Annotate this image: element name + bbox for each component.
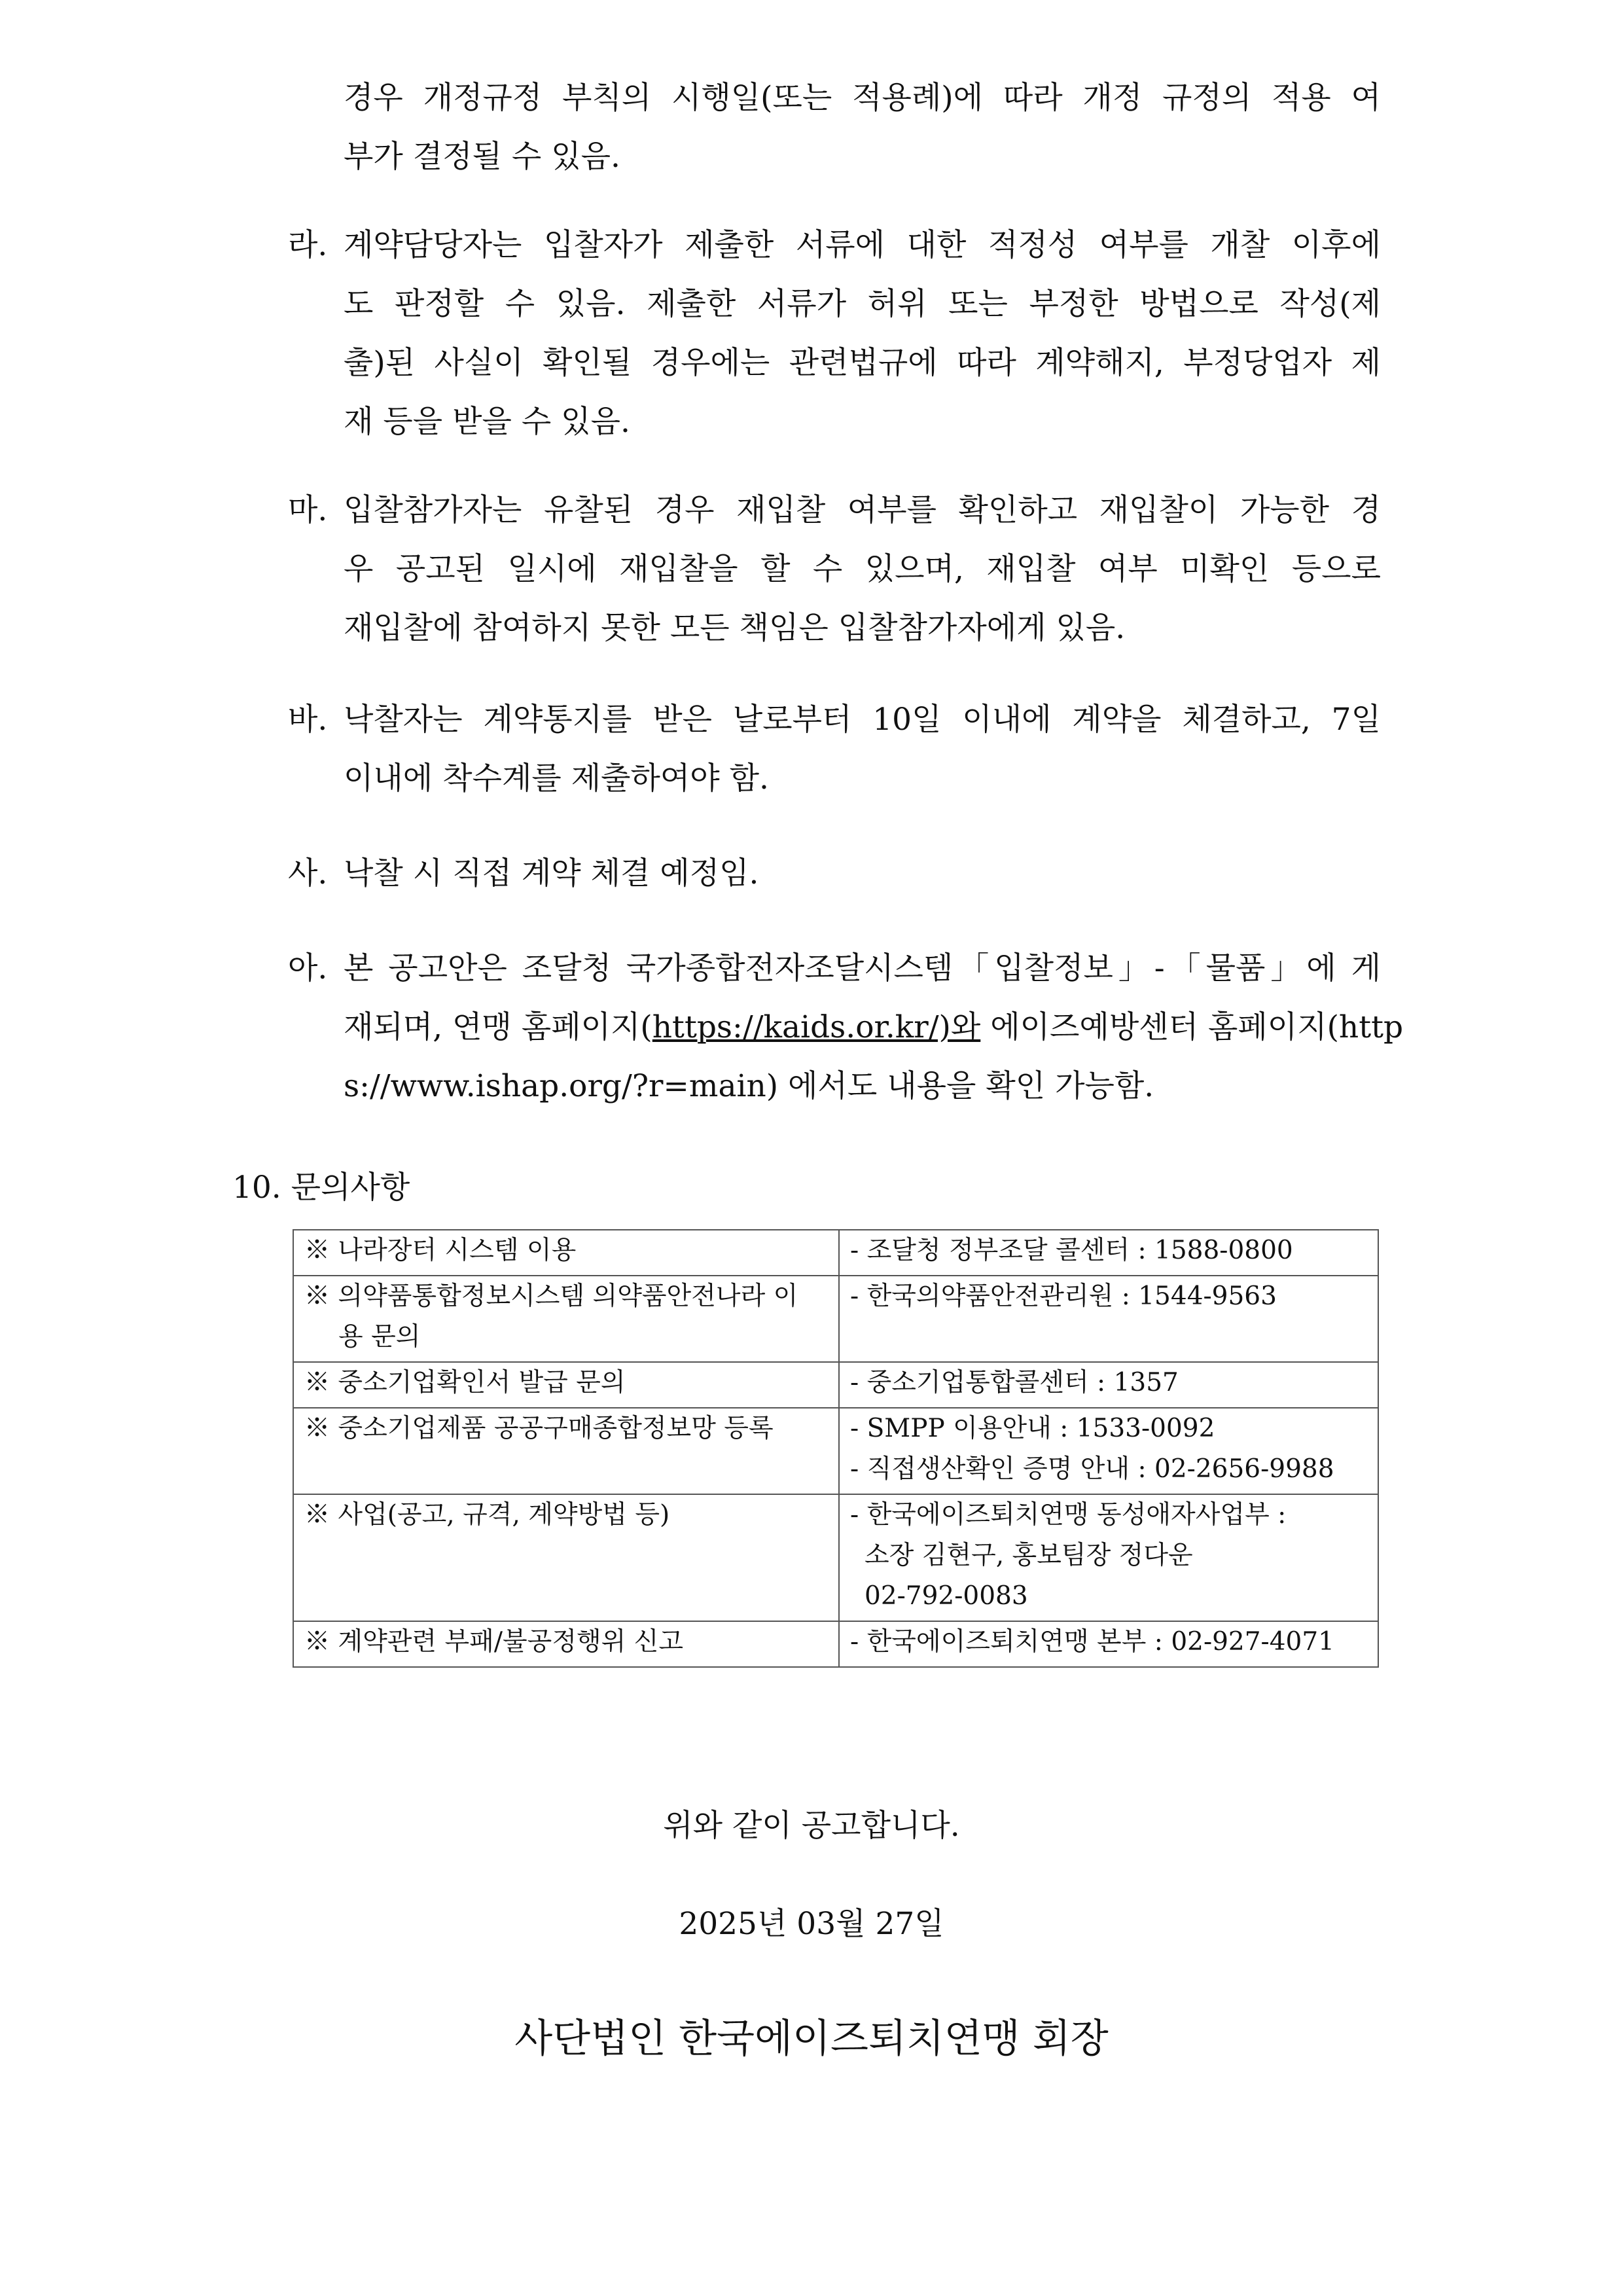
contact-info: - SMPP 이용안내 : 1533-0092 <box>850 1414 1215 1443</box>
paragraph-line: 입찰참가자는 유찰된 경우 재입찰 여부를 확인하고 재입찰이 가능한 경 <box>344 492 1381 528</box>
table-row <box>293 1230 1378 1276</box>
item-marker: 사. <box>288 855 328 891</box>
table-row <box>293 1494 1378 1621</box>
paragraph-line: 도 판정할 수 있음. 제출한 서류가 허위 또는 부정한 방법으로 작성(제 <box>344 286 1381 322</box>
contact-info: - 직접생산확인 증명 안내 : 02-2656-9988 <box>850 1454 1334 1484</box>
contact-info-cell <box>839 1621 1378 1667</box>
table-row <box>293 1276 1378 1362</box>
paragraph-line: 출)된 사실이 확인될 경우에는 관련법규에 따라 계약해지, 부정당업자 제 <box>344 345 1381 381</box>
paragraph-line: 부가 결정될 수 있음. <box>344 139 620 175</box>
signatory: 사단법인 한국에이즈퇴치연맹 회장 <box>514 2016 1109 2062</box>
line-text: 에이즈예방센터 홈페이지(http <box>980 1009 1404 1045</box>
contact-info: - 한국에이즈퇴치연맹 본부 : 02-927-4071 <box>850 1627 1334 1657</box>
contact-info-cell <box>839 1230 1378 1276</box>
table-row <box>293 1621 1378 1667</box>
paragraph-line: 계약담당자는 입찰자가 제출한 서류에 대한 적정성 여부를 개찰 이후에 <box>344 227 1381 263</box>
table-row <box>293 1408 1378 1494</box>
contact-info: - 한국에이즈퇴치연맹 동성애자사업부 : <box>850 1500 1287 1530</box>
contact-topic-cell <box>293 1494 839 1621</box>
paragraph-line: 경우 개정규정 부칙의 시행일(또는 적용례)에 따라 개정 규정의 적용 여 <box>344 80 1381 116</box>
table-row <box>293 1362 1378 1408</box>
paragraph-line: 낙찰 시 직접 계약 체결 예정임. <box>344 855 759 891</box>
contact-topic-cell <box>293 1621 839 1667</box>
contact-topic: ※ 계약관련 부패/불공정행위 신고 <box>304 1627 684 1657</box>
notice-date: 2025년 03월 27일 <box>679 1906 944 1942</box>
contact-info: - 한국의약품안전관리원 : 1544-9563 <box>850 1282 1277 1311</box>
item-marker: 라. <box>288 227 328 263</box>
item-marker: 아. <box>288 950 328 986</box>
contact-info-cell <box>839 1362 1378 1408</box>
contact-info-cell <box>839 1408 1378 1494</box>
continuation-paragraph <box>288 69 1381 187</box>
contact-topic: ※ 의약품통합정보시스템 의약품안전나라 이 <box>304 1282 798 1311</box>
paragraph-line: 이내에 착수계를 제출하여야 함. <box>344 761 769 797</box>
contact-info: 소장 김현구, 홍보팀장 정다운 <box>865 1541 1193 1570</box>
item-ma <box>288 481 1381 658</box>
contact-topic-cell <box>293 1276 839 1362</box>
contact-info-cell <box>839 1276 1378 1362</box>
line-text: 재되며, 연맹 홈페이지( <box>344 1009 652 1045</box>
contact-info: - 조달청 정부조달 콜센터 : 1588-0800 <box>850 1236 1293 1265</box>
kaids-homepage-link[interactable]: https://kaids.or.kr/)와 <box>652 1009 981 1045</box>
paragraph-line: 본 공고안은 조달청 국가종합전자조달시스템「입찰정보」-「물품」에 게 <box>344 950 1381 986</box>
contact-topic: 용 문의 <box>338 1322 421 1352</box>
contact-topic-cell <box>293 1362 839 1408</box>
item-ba <box>288 691 1381 808</box>
paragraph-line: 재 등을 받을 수 있음. <box>344 404 630 440</box>
contact-topic-cell <box>293 1408 839 1494</box>
item-marker: 바. <box>288 702 328 738</box>
contact-topic: ※ 중소기업제품 공공구매종합정보망 등록 <box>304 1414 774 1443</box>
item-marker: 마. <box>288 492 328 528</box>
section-title: 10. 문의사항 <box>232 1170 410 1206</box>
contacts-table <box>293 1229 1379 1668</box>
item-ra <box>288 216 1381 452</box>
contact-topic: ※ 사업(공고, 규격, 계약방법 등) <box>304 1500 670 1530</box>
contact-topic: ※ 나라장터 시스템 이용 <box>304 1236 577 1265</box>
closing-statement: 위와 같이 공고합니다. <box>663 1808 960 1844</box>
paragraph-line: 우 공고된 일시에 재입찰을 할 수 있으며, 재입찰 여부 미확인 등으로 <box>344 551 1381 587</box>
contact-info-cell <box>839 1494 1378 1621</box>
contact-topic-cell <box>293 1230 839 1276</box>
contact-topic: ※ 중소기업확인서 발급 문의 <box>304 1368 626 1397</box>
paragraph-line: 재입찰에 참여하지 못한 모든 책임은 입찰참가자에게 있음. <box>344 610 1126 646</box>
paragraph-line: s://www.ishap.org/?r=main) 에서도 내용을 확인 가능함. <box>344 1068 1154 1104</box>
item-sa <box>288 844 1381 903</box>
item-a <box>288 939 1404 1116</box>
contact-info: - 중소기업통합콜센터 : 1357 <box>850 1368 1179 1397</box>
contact-info: 02-792-0083 <box>865 1581 1028 1611</box>
paragraph-line <box>288 998 1404 1057</box>
paragraph-line: 낙찰자는 계약통지를 받은 날로부터 10일 이내에 계약을 체결하고, 7일 <box>344 702 1381 738</box>
